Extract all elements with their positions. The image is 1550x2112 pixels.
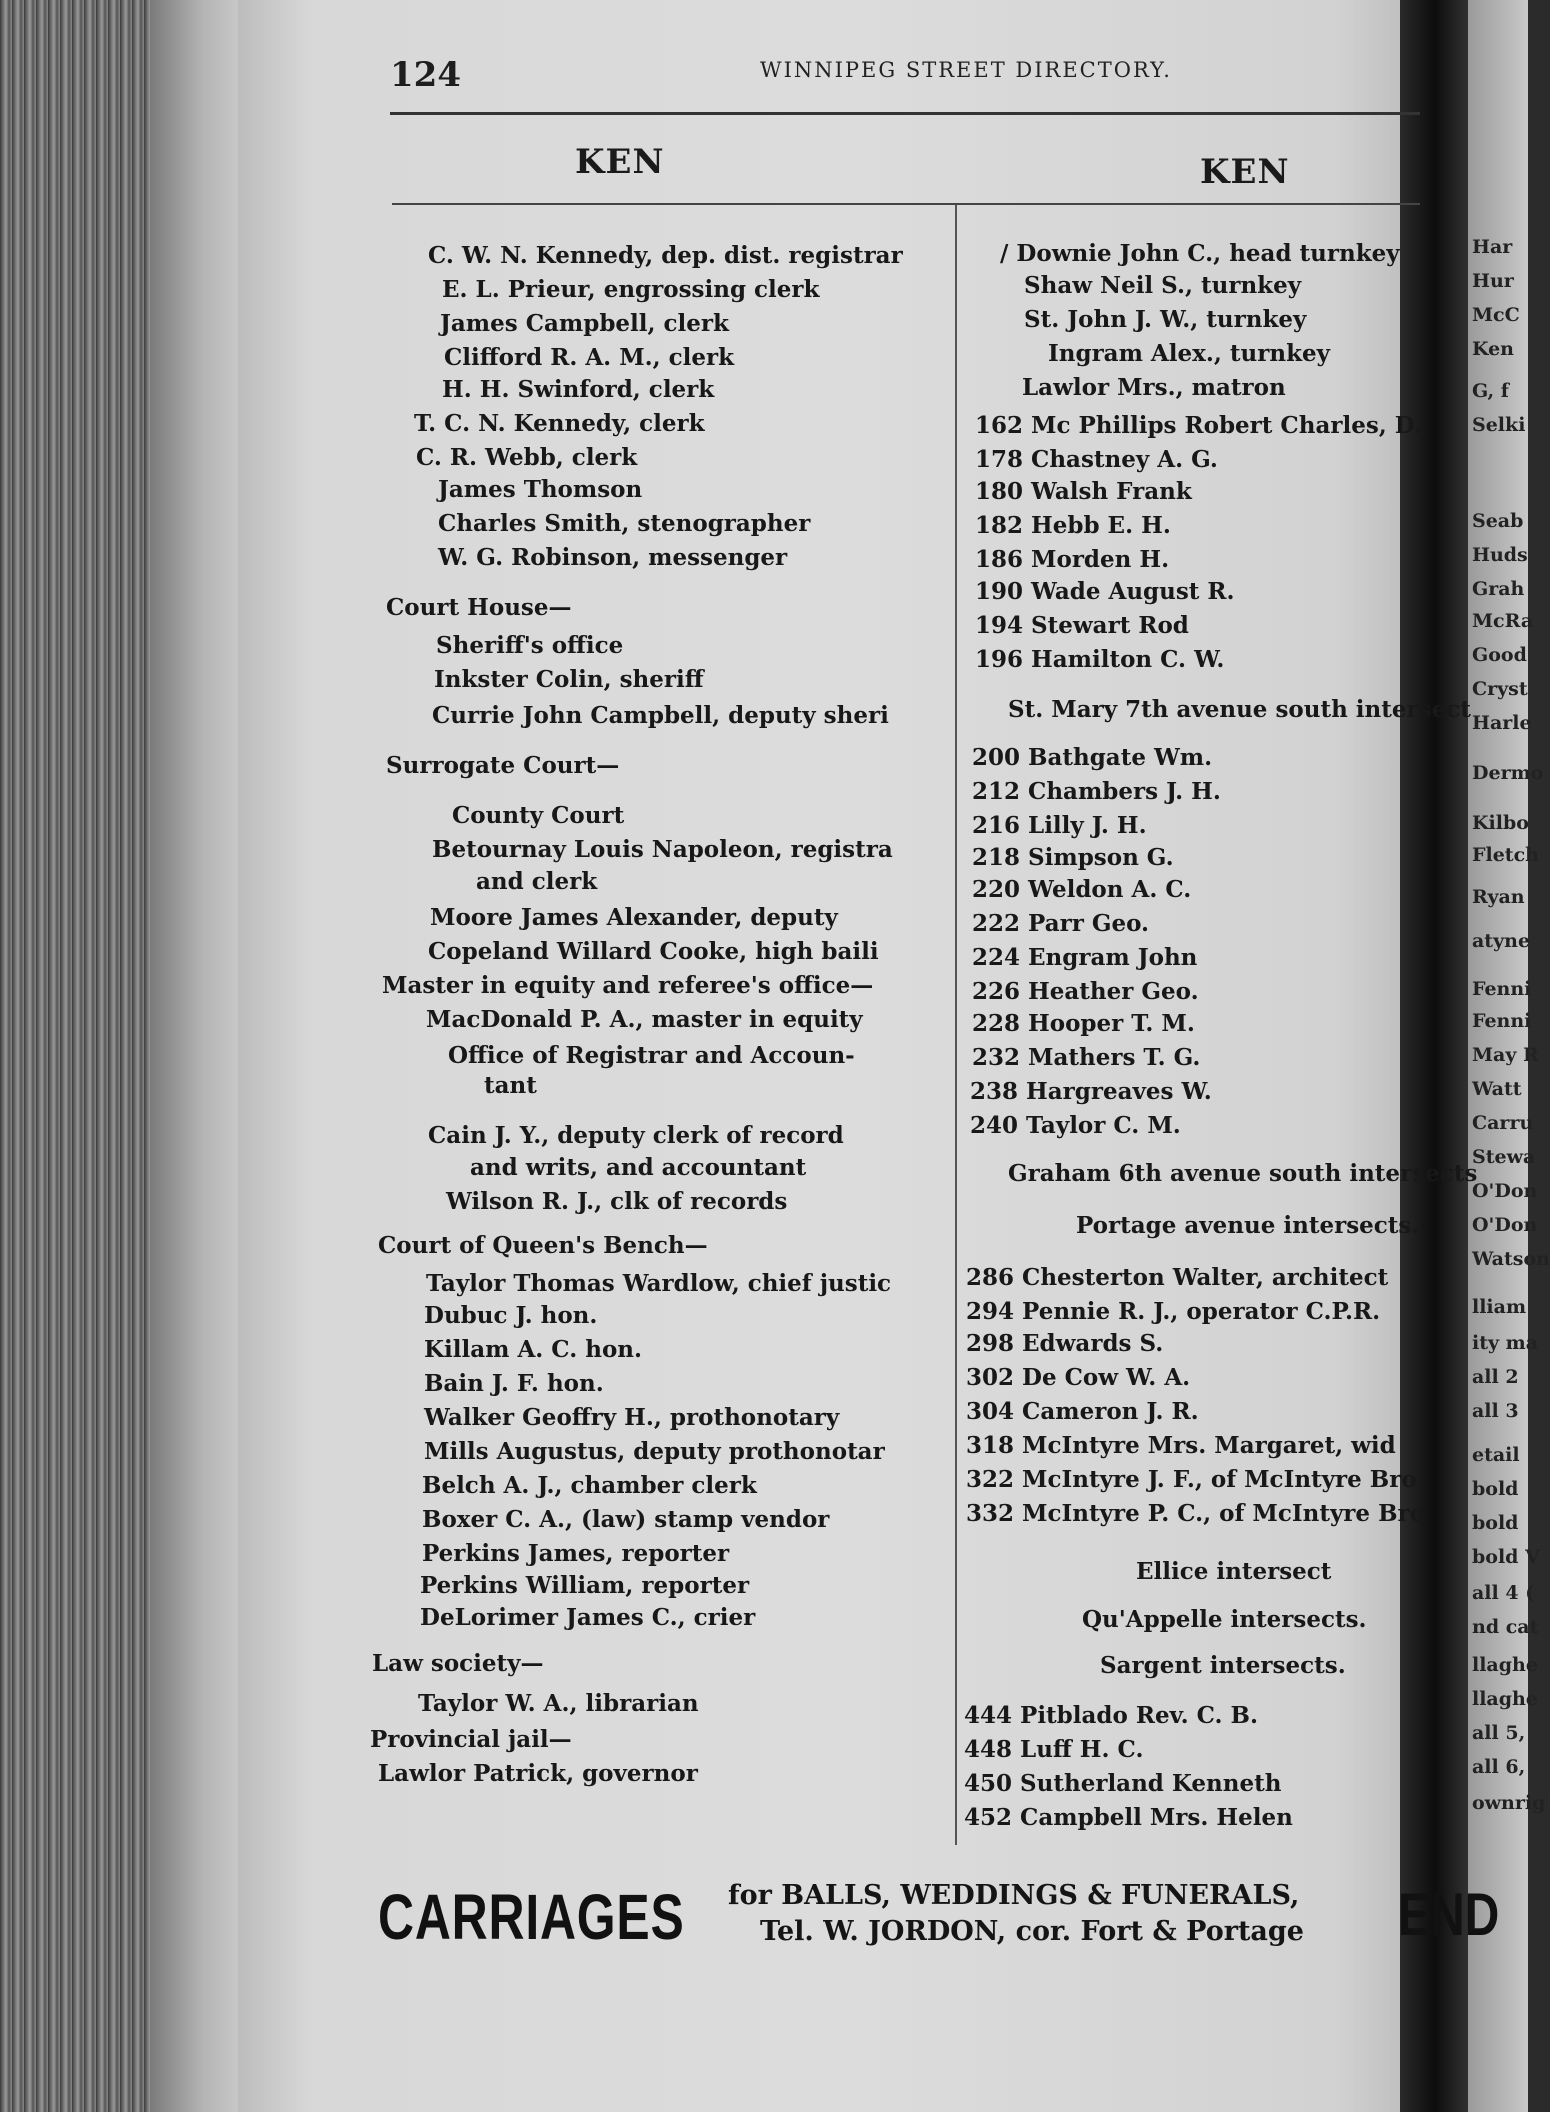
right-entry: Ellice intersect bbox=[1136, 1558, 1332, 1585]
left-entry: and clerk bbox=[476, 868, 598, 895]
left-entry: Office of Registrar and Accoun- bbox=[448, 1042, 855, 1069]
left-entry: DeLorimer James C., crier bbox=[420, 1604, 756, 1631]
left-entry: Court House— bbox=[386, 594, 572, 621]
ad-headline: CARRIAGES bbox=[378, 1881, 685, 1953]
right-entry: 162 Mc Phillips Robert Charles, D. bbox=[975, 412, 1422, 439]
right-entry: 182 Hebb E. H. bbox=[975, 512, 1171, 539]
next-page-fragment: Huds bbox=[1472, 544, 1528, 566]
left-entry: H. H. Swinford, clerk bbox=[442, 376, 715, 403]
right-entry: Qu'Appelle intersects. bbox=[1082, 1606, 1367, 1633]
right-entry: 452 Campbell Mrs. Helen bbox=[964, 1804, 1293, 1831]
left-entry: E. L. Prieur, engrossing clerk bbox=[442, 276, 820, 303]
next-page-fragment: Kilbo bbox=[1472, 812, 1529, 834]
left-entry: Betournay Louis Napoleon, registra bbox=[432, 836, 893, 863]
right-entry: 318 McIntyre Mrs. Margaret, wid bbox=[966, 1432, 1396, 1459]
left-entry: Copeland Willard Cooke, high baili bbox=[428, 938, 879, 965]
next-page-fragment: Ryan bbox=[1472, 886, 1525, 908]
next-page-fragment: bold V bbox=[1472, 1546, 1540, 1568]
left-entry: W. G. Robinson, messenger bbox=[438, 544, 788, 571]
left-entry: Inkster Colin, sheriff bbox=[434, 666, 704, 693]
next-page-fragment: ownrig bbox=[1472, 1792, 1546, 1814]
right-entry: 322 McIntyre J. F., of McIntyre Bro bbox=[966, 1466, 1417, 1493]
next-page-fragment: Hur bbox=[1472, 270, 1514, 292]
right-entry: 216 Lilly J. H. bbox=[972, 812, 1147, 839]
left-entry: Belch A. J., chamber clerk bbox=[422, 1472, 757, 1499]
next-page-fragment: G, f bbox=[1472, 380, 1509, 402]
directory-title: WINNIPEG STREET DIRECTORY. bbox=[760, 58, 1172, 82]
next-page-fragment: Good bbox=[1472, 644, 1527, 666]
next-page-fragment: llaghe bbox=[1472, 1688, 1538, 1710]
left-entry: Killam A. C. hon. bbox=[424, 1336, 643, 1363]
left-entry: County Court bbox=[452, 802, 625, 829]
next-page-fragment: McC bbox=[1472, 304, 1520, 326]
left-entry: C. R. Webb, clerk bbox=[416, 444, 638, 471]
next-page-fragment: Watson bbox=[1472, 1248, 1550, 1270]
left-entry: and writs, and accountant bbox=[470, 1154, 807, 1181]
right-entry: 200 Bathgate Wm. bbox=[972, 744, 1213, 771]
right-entry: Graham 6th avenue south intersects bbox=[1008, 1160, 1478, 1187]
right-entry: 222 Parr Geo. bbox=[972, 910, 1150, 937]
next-page-fragment: McRa bbox=[1472, 610, 1534, 632]
left-entry: Dubuc J. hon. bbox=[424, 1302, 598, 1329]
left-entry: Currie John Campbell, deputy sheri bbox=[432, 702, 889, 729]
left-entry: Law society— bbox=[372, 1650, 544, 1677]
left-entry: Court of Queen's Bench— bbox=[378, 1232, 708, 1259]
left-entry: tant bbox=[484, 1072, 537, 1099]
right-entry: 304 Cameron J. R. bbox=[966, 1398, 1199, 1425]
left-entry: Taylor Thomas Wardlow, chief justic bbox=[426, 1270, 892, 1297]
next-page-fragment: Selki bbox=[1472, 414, 1526, 436]
column-heading-rule bbox=[392, 203, 1420, 205]
next-page-fragment: all 3 bbox=[1472, 1400, 1519, 1422]
next-page-fragment: O'Don bbox=[1472, 1180, 1538, 1202]
right-entry: 332 McIntyre P. C., of McIntyre Bro bbox=[966, 1500, 1425, 1527]
left-entry: Master in equity and referee's office— bbox=[382, 972, 874, 999]
next-page-fragment: Fletch bbox=[1472, 844, 1539, 866]
left-entry: Provincial jail— bbox=[370, 1726, 572, 1753]
left-entry: Taylor W. A., librarian bbox=[418, 1690, 699, 1717]
left-entry: T. C. N. Kennedy, clerk bbox=[414, 410, 705, 437]
ad-line-2: Tel. W. JORDON, cor. Fort & Portage bbox=[760, 1916, 1304, 1947]
page-edges bbox=[0, 0, 240, 2112]
next-page-fragment: nd cat bbox=[1472, 1616, 1539, 1638]
next-page-fragment: Fenni bbox=[1472, 978, 1532, 1000]
header-rule bbox=[390, 112, 1420, 115]
left-entry: Cain J. Y., deputy clerk of record bbox=[428, 1122, 844, 1149]
next-page-fragment: Harle bbox=[1472, 712, 1532, 734]
right-entry: 212 Chambers J. H. bbox=[972, 778, 1221, 805]
right-entry: 240 Taylor C. M. bbox=[970, 1112, 1181, 1139]
page-number: 124 bbox=[390, 55, 461, 95]
left-entry: Wilson R. J., clk of records bbox=[446, 1188, 788, 1215]
next-page-fragment: Seab bbox=[1472, 510, 1524, 532]
next-page-fragment: etail bbox=[1472, 1444, 1520, 1466]
next-page-fragment: all 2 bbox=[1472, 1366, 1519, 1388]
right-entry: 218 Simpson G. bbox=[972, 844, 1174, 871]
right-entry: St. John J. W., turnkey bbox=[1024, 306, 1307, 333]
next-page-fragment: Stewa bbox=[1472, 1146, 1536, 1168]
next-page-fragment: Fenni bbox=[1472, 1010, 1532, 1032]
right-entry: St. Mary 7th avenue south intersect bbox=[1008, 696, 1471, 723]
next-page-fragment: Grah bbox=[1472, 578, 1525, 600]
left-column-heading: KEN bbox=[575, 142, 665, 182]
next-page-fragment: Cryst bbox=[1472, 678, 1528, 700]
right-entry: 232 Mathers T. G. bbox=[972, 1044, 1201, 1071]
next-page-fragment: Dermo bbox=[1472, 762, 1544, 784]
left-entry: Sheriff's office bbox=[436, 632, 624, 659]
right-entry: 220 Weldon A. C. bbox=[972, 876, 1192, 903]
next-page-fragment: ity ma bbox=[1472, 1332, 1539, 1354]
left-entry: James Campbell, clerk bbox=[440, 310, 729, 337]
next-page-fragment: atyne bbox=[1472, 930, 1531, 952]
right-entry: 228 Hooper T. M. bbox=[972, 1010, 1195, 1037]
right-entry: 294 Pennie R. J., operator C.P.R. bbox=[966, 1298, 1381, 1325]
next-page-fragment: Ken bbox=[1472, 338, 1514, 360]
ad-line-1: for BALLS, WEDDINGS & FUNERALS, bbox=[728, 1880, 1300, 1911]
left-entry: Walker Geoffry H., prothonotary bbox=[424, 1404, 840, 1431]
right-entry: 298 Edwards S. bbox=[966, 1330, 1164, 1357]
right-entry: 180 Walsh Frank bbox=[975, 478, 1192, 505]
right-entry: Portage avenue intersects. bbox=[1076, 1212, 1420, 1239]
next-page-fragment: bold bbox=[1472, 1478, 1519, 1500]
left-entry: Surrogate Court— bbox=[386, 752, 620, 779]
next-page-edge bbox=[1468, 0, 1550, 2112]
right-entry: 444 Pitblado Rev. C. B. bbox=[964, 1702, 1259, 1729]
next-page-fragment: May R bbox=[1472, 1044, 1539, 1066]
right-entry: 178 Chastney A. G. bbox=[975, 446, 1218, 473]
left-entry: Mills Augustus, deputy prothonotar bbox=[424, 1438, 885, 1465]
right-entry: Lawlor Mrs., matron bbox=[1022, 374, 1286, 401]
left-entry: MacDonald P. A., master in equity bbox=[426, 1006, 863, 1033]
left-entry: C. W. N. Kennedy, dep. dist. registrar bbox=[428, 242, 903, 269]
left-entry: Clifford R. A. M., clerk bbox=[444, 344, 735, 371]
right-entry: 448 Luff H. C. bbox=[964, 1736, 1144, 1763]
ad-next-page-word: END bbox=[1398, 1881, 1500, 1948]
next-page-fragment: Watt bbox=[1472, 1078, 1522, 1100]
right-entry: 226 Heather Geo. bbox=[972, 978, 1199, 1005]
left-entry: Bain J. F. hon. bbox=[424, 1370, 604, 1397]
right-entry: Sargent intersects. bbox=[1100, 1652, 1346, 1679]
right-entry: 238 Hargreaves W. bbox=[970, 1078, 1212, 1105]
left-entry: Charles Smith, stenographer bbox=[438, 510, 811, 537]
right-entry: / Downie John C., head turnkey bbox=[1000, 240, 1400, 267]
next-page-fragment: all 6, bbox=[1472, 1756, 1526, 1778]
right-entry: 196 Hamilton C. W. bbox=[975, 646, 1225, 673]
book-gutter bbox=[1400, 0, 1470, 2112]
left-entry: James Thomson bbox=[438, 476, 643, 503]
next-page-fragment: O'Don bbox=[1472, 1214, 1538, 1236]
next-page-fragment: all 4 ( bbox=[1472, 1582, 1535, 1604]
left-entry: Lawlor Patrick, governor bbox=[378, 1760, 698, 1787]
right-entry: 450 Sutherland Kenneth bbox=[964, 1770, 1282, 1797]
right-entry: 194 Stewart Rod bbox=[975, 612, 1189, 639]
left-entry: Perkins James, reporter bbox=[422, 1540, 730, 1567]
right-entry: 190 Wade August R. bbox=[975, 578, 1235, 605]
next-page-fragment: llaghe bbox=[1472, 1654, 1538, 1676]
left-entry: Moore James Alexander, deputy bbox=[430, 904, 838, 931]
next-page-fragment: all 5, bbox=[1472, 1722, 1526, 1744]
right-entry: 186 Morden H. bbox=[975, 546, 1170, 573]
next-page-fragment: Carru bbox=[1472, 1112, 1534, 1134]
column-divider bbox=[955, 205, 957, 1845]
next-page-fragment: Har bbox=[1472, 236, 1513, 258]
right-entry: 286 Chesterton Walter, architect bbox=[966, 1264, 1389, 1291]
right-column-heading: KEN bbox=[1200, 152, 1290, 192]
left-entry: Boxer C. A., (law) stamp vendor bbox=[422, 1506, 830, 1533]
next-page-fragment: bold bbox=[1472, 1512, 1519, 1534]
next-page-fragment: lliam bbox=[1472, 1296, 1527, 1318]
left-entry: Perkins William, reporter bbox=[420, 1572, 750, 1599]
right-entry: Shaw Neil S., turnkey bbox=[1024, 272, 1302, 299]
advertisement bbox=[378, 1880, 1500, 1960]
right-entry: 302 De Cow W. A. bbox=[966, 1364, 1191, 1391]
right-entry: Ingram Alex., turnkey bbox=[1048, 340, 1330, 367]
right-entry: 224 Engram John bbox=[972, 944, 1198, 971]
